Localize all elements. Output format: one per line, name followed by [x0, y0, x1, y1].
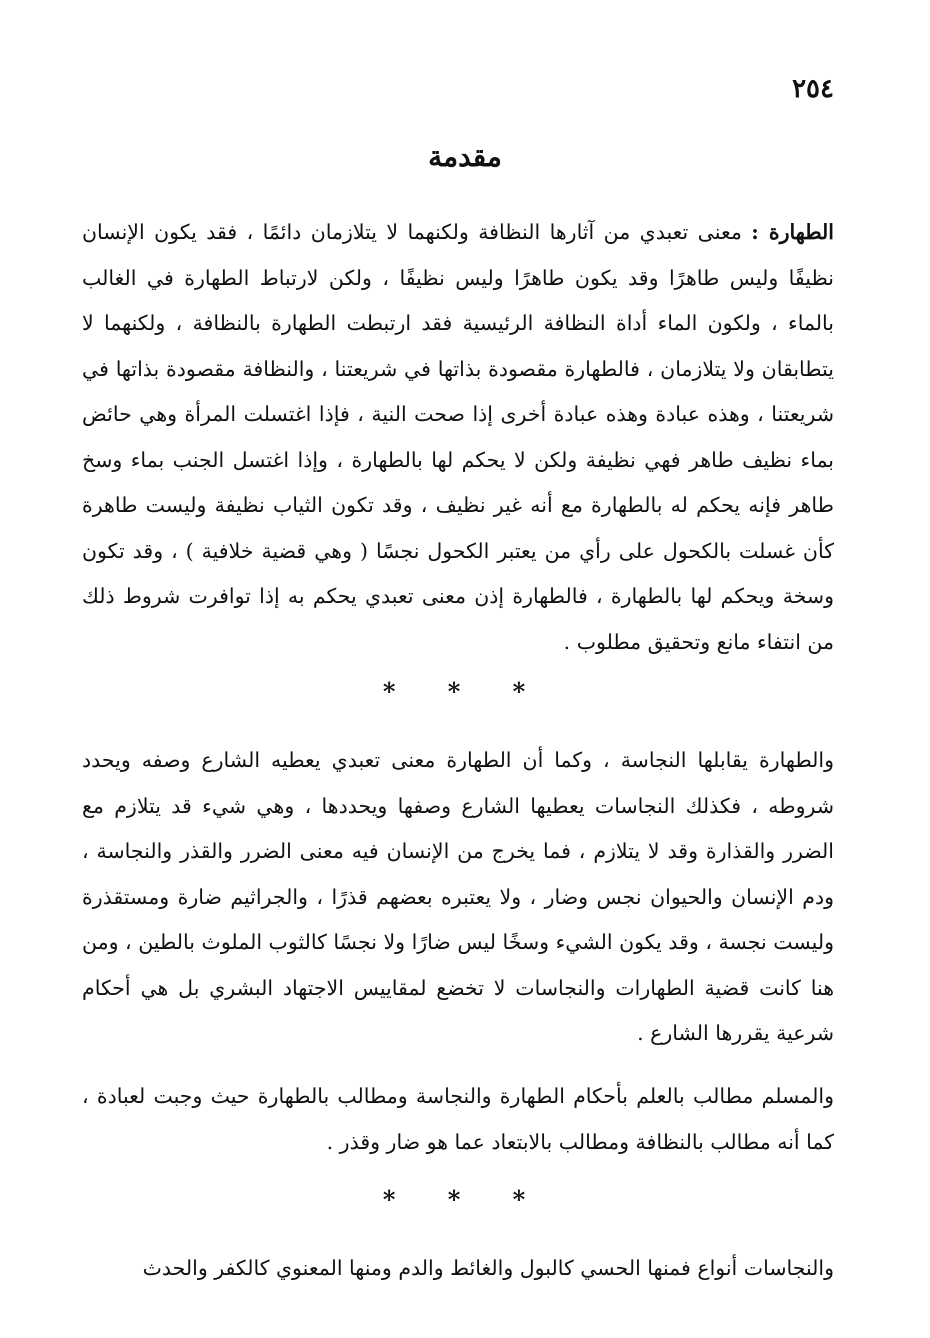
- paragraph: والمسلم مطالب بالعلم بأحكام الطهارة والنجاسة ومطالب بالطهارة حيث وجبت لعبادة ، كما أنه مطالب بالنظافة ومطالب بالابتعاد عما هو ضار وقذر .: [82, 1084, 834, 1154]
- paragraph: والنجاسات أنواع فمنها الحسي كالبول والغائط والدم ومنها المعنوي كالكفر والحدث: [142, 1256, 834, 1280]
- paragraph: والطهارة يقابلها النجاسة ، وكما أن الطهارة معنى تعبدي يعطيه الشارع وصفه ويحدد شروطه ، فكذلك النجاسات يعطيها الشارع وصفها ويحددها ، وهي شيء قد يتلازم مع الضرر والقذارة وقد لا يتلازم ، فما يخرج من الإنسان فيه معنى الضرر والقذر والنجاسة ، ودم الإنسان والحيوان نجس وضار ، ولا يعتبره بعضهم قذرًا ، والجراثيم ضارة ومستقذرة وليست نجسة ، وقد يكون الشيء وسخًا ليس ضارًا ولا نجسًا كالثوب الملوث بالطين ، ومن هنا كانت قضية الطهارات والنجاسات لا تخضع لمقاييس الاجتهاد البشري بل هي أحكام شرعية يقررها الشارع .: [82, 748, 834, 1045]
- paragraph-text: معنى تعبدي من آثارها النظافة ولكنهما لا يتلازمان دائمًا ، فقد يكون الإنسان نظيفًا وليس طاهرًا وقد يكون طاهرًا وليس نظيفًا ، ولكن لارتباط الطهارة في الغالب بالماء ، ولكون الماء أداة النظافة الرئيسية فقد ارتبطت الطهارة بالنظافة ، ولكنهما لا يتطابقان ولا يتلازمان ، فالطهارة مقصودة بذاتها في شريعتنا ، والنظافة مقصودة بذاتها في شريعتنا ، وهذه عبادة وهذه عبادة أخرى إذا صحت النية ، فإذا اغتسلت المرأة وهي حائض بماء نظيف طاهر فهي نظيفة ولكن لا يحكم لها بالطهارة ، وإذا اغتسل الجنب بماء وسخ طاهر فإنه يحكم له بالطهارة مع أنه غير نظيف ، وقد تكون الثياب نظيفة وليست طاهرة كأن غسلت بالكحول على رأي من يعتبر الكحول نجسًا ( وهي قضية خلافية ) ، وقد تكون وسخة ويحكم لها بالطهارة ، فالطهارة إذن معنى تعبدي يحكم به إذا توافرت شروط ذلك من انتفاء مانع وتحقيق مطلوب .: [82, 220, 834, 654]
- section-separator: * * *: [382, 1185, 548, 1214]
- section-impurity-types: [82, 1246, 834, 1292]
- page-number: ٢٥٤: [792, 74, 834, 104]
- section-separator: * * *: [382, 677, 548, 706]
- section-impurity: [82, 738, 834, 1057]
- page-title: مقدمة: [428, 140, 502, 173]
- paragraph: [82, 210, 834, 665]
- lead-term: الطهارة :: [751, 220, 834, 244]
- section-muslim-obligation: [82, 1074, 834, 1165]
- section-purity-definition: [82, 210, 834, 665]
